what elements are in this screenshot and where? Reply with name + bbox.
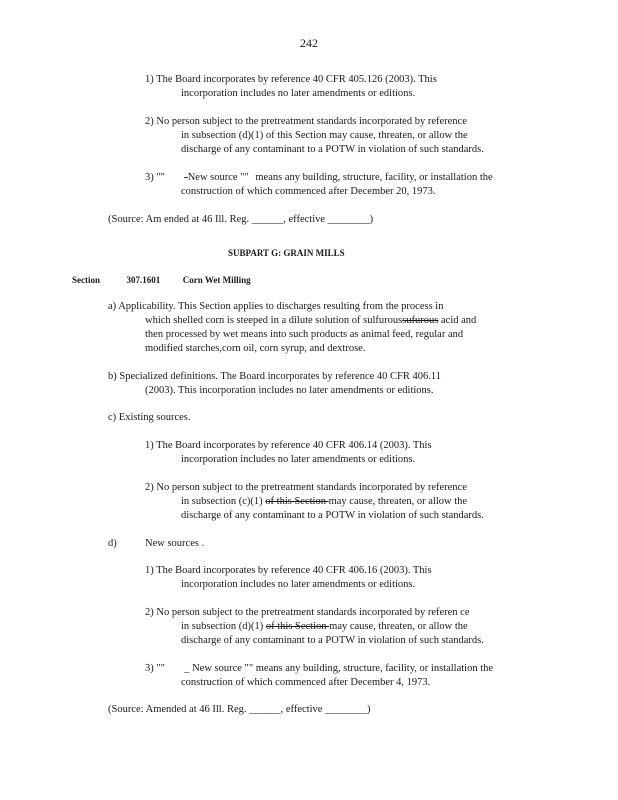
para-c-item-2-line-2-end: may cause, threaten, or allow the [328, 496, 468, 507]
para-d-item-1-line-2: incorporation includes no later amendments or editions. [181, 579, 416, 590]
para-b-line-1: b) Specialized definitions. The Board incorporates by reference 40 CFR 406.11 [108, 371, 441, 382]
item-1-line-2: incorporation includes no later amendments or editions. [181, 88, 416, 99]
item-3-prefix: 3) "" [145, 172, 165, 183]
para-a-line-2-end: acid and [438, 315, 477, 326]
para-d-item-2-line-2 [181, 620, 468, 634]
para-c-item-2-line-1: 2) No person subject to the pretreatment standards incorporated by reference [145, 482, 467, 493]
subpart-heading: SUBPART G: GRAIN MILLS [228, 248, 345, 258]
para-a-line-1: a) Applicability. This Section applies to discharges resulting from the process in [108, 301, 444, 312]
item-3-line-1 [145, 171, 493, 185]
para-d-item-3-means: means any building, structure, facility, or installation the [255, 663, 494, 674]
page-number: 242 [300, 36, 318, 50]
para-c-item-1-line-2: incorporation includes no later amendments or editions. [181, 454, 416, 465]
para-c-item-2-line-2 [181, 495, 467, 509]
para-d-item-3-new-source: _ New source "" [184, 663, 254, 674]
para-d-item-1-line-1: 1) The Board incorporates by reference 40 CFR 406.16 (2003). This [145, 565, 432, 576]
item-2-line-1: 2) No person subject to the pretreatment standards incorporated by reference [145, 116, 467, 127]
section-label: Section [72, 275, 100, 285]
para-a-line-4: modified starches,corn oil, corn syrup, and dextrose. [145, 343, 366, 354]
para-c-heading: c) Existing sources. [108, 412, 191, 423]
para-c-item-2-line-2-text: in subsection (c)(1) [181, 496, 266, 507]
item-3-line-2: construction of which commenced after December 20, 1973. [181, 186, 436, 197]
struck-text: sufurous [402, 315, 439, 326]
item-2-line-2: in subsection (d)(1) of this Section may cause, threaten, or allow the [181, 130, 468, 141]
item-1-line-1: 1) The Board incorporates by reference 40 CFR 405.126 (2003). This [145, 74, 437, 85]
section-heading [72, 273, 251, 287]
section-title: Corn Wet Milling [182, 275, 251, 285]
para-a-line-3: then processed by wet means into such products as animal feed, regular and [145, 329, 464, 340]
para-b-line-2: (2003). This incorporation includes no later amendments or editions. [145, 385, 434, 396]
para-d-item-3-line-2: construction of which commenced after December 4, 1973. [181, 677, 431, 688]
struck-text: - [184, 172, 188, 183]
item-2-line-3: discharge of any contaminant to a POTW in violation of such standards. [181, 144, 484, 155]
item-3-new-source: New source "" [187, 172, 249, 183]
source-note-2: (Source: Amended at 46 Ill. Reg. ______, effective ________) [108, 704, 371, 715]
para-d-item-2-line-2-text: in subsection (d)(1) [181, 621, 266, 632]
item-3-means: means any building, structure, facility, or installation the [255, 172, 493, 183]
para-d-letter: d) [108, 538, 117, 549]
para-d-item-3-line-1 [145, 662, 493, 676]
struck-text: of this Section [265, 621, 330, 632]
para-d-item-2-line-3: discharge of any contaminant to a POTW in violation of such standards. [181, 635, 484, 646]
para-a-line-2-text: which shelled corn is steeped in a dilute solution of sulfurous [145, 315, 403, 326]
section-number: 307.1601 [126, 275, 161, 285]
para-d-item-3-prefix: 3) "" [145, 663, 165, 674]
para-d-item-2-line-1: 2) No person subject to the pretreatment standards incorporated by referen ce [145, 607, 470, 618]
para-d-item-2-line-2-end: may cause, threaten, or allow the [329, 621, 468, 632]
para-c-item-1-line-1: 1) The Board incorporates by reference 40 CFR 406.14 (2003). This [145, 440, 432, 451]
para-c-item-2-line-3: discharge of any contaminant to a POTW in violation of such standards. [181, 510, 484, 521]
para-a-line-2 [145, 314, 476, 328]
para-d-title: New sources . [145, 538, 205, 549]
struck-text: of this Section [265, 496, 329, 507]
source-note-1: (Source: Am ended at 46 Ill. Reg. ______, effective ________) [108, 214, 374, 225]
